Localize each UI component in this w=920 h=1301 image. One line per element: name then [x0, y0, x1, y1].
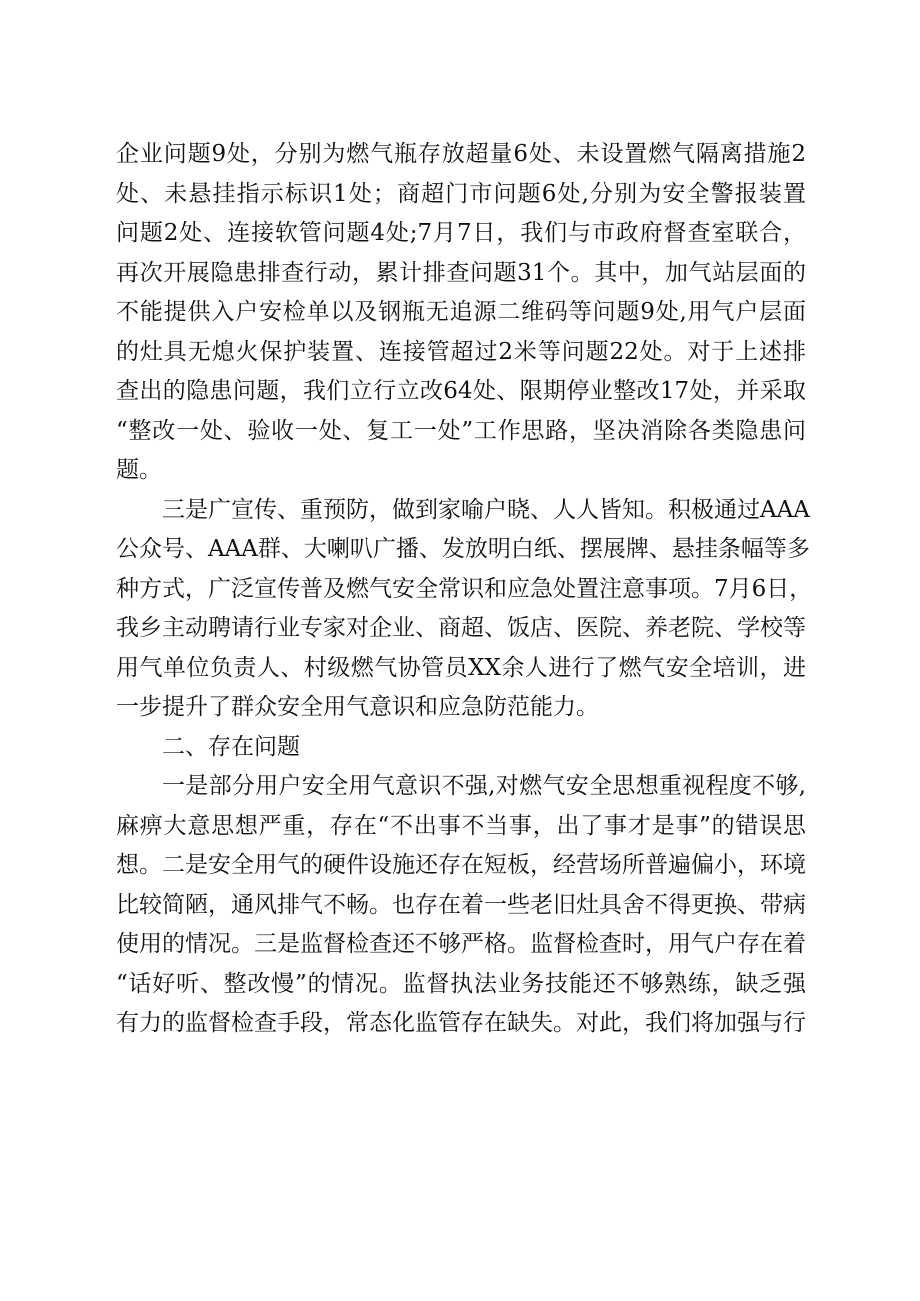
paragraph-3-line: 想。二是安全用气的硬件设施还存在短板，经营场所普遍偏小，环境	[116, 852, 806, 878]
paragraph-2-line: 三是广宣传、重预防，做到家喻户晓、人人皆知。积极通过AAA	[162, 496, 810, 523]
document-body	[116, 135, 813, 1044]
paragraph-1-line: 问题2处、连接软管问题4处;7月7日，我们与市政府督查室联合，	[116, 220, 806, 246]
paragraph-2-line: 一步提升了群众安全用气意识和应急防范能力。	[116, 694, 599, 720]
paragraph-2	[116, 491, 813, 728]
paragraph-1-line: 题。	[116, 457, 162, 483]
paragraph-1-line: 再次开展隐患排查行动，累计排查问题31个。其中，加气站层面的	[116, 259, 806, 286]
paragraph-1-line: “整改一处、验收一处、复工一处”工作思路，坚决消除各类隐患问	[116, 417, 806, 444]
paragraph-3-line: 有力的监督检查手段，常态化监管存在缺失。对此，我们将加强与行	[116, 1010, 806, 1036]
paragraph-2-line: 种方式，广泛宣传普及燃气安全常识和应急处置注意事项。7月6日，	[116, 575, 813, 602]
paragraph-2-line: 公众号、AAA群、大喇叭广播、发放明白纸、摆展牌、悬挂条幅等多	[116, 536, 810, 562]
paragraph-3	[116, 767, 806, 1044]
paragraph-1-line: 处、未悬挂指示标识1处；商超门市问题6处,分别为安全警报装置	[116, 180, 806, 207]
paragraph-3-line: 使用的情况。三是监督检查还不够严格。监督检查时，用气户存在着	[116, 931, 806, 957]
section-heading: 二、存在问题	[162, 733, 300, 760]
paragraph-3-line: “话好听、整改慢”的情况。监督执法业务技能还不够熟练，缺乏强	[116, 970, 806, 997]
paragraph-1-line: 的灶具无熄火保护装置、连接管超过2米等问题22处。对于上述排	[116, 338, 806, 365]
paragraph-2-line: 用气单位负责人、村级燃气协管员XX余人进行了燃气安全培训，进	[116, 654, 806, 681]
paragraph-3-line: 一是部分用户安全用气意识不强,对燃气安全思想重视程度不够,	[162, 773, 806, 799]
paragraph-1	[116, 135, 806, 491]
paragraph-2-line: 我乡主动聘请行业专家对企业、商超、饭店、医院、养老院、学校等	[116, 615, 806, 641]
paragraph-1-line: 企业问题9处，分别为燃气瓶存放超量6处、未设置燃气隔离措施2	[116, 141, 806, 167]
paragraph-3-line: 比较简陋，通风排气不畅。也存在着一些老旧灶具舍不得更换、带病	[116, 891, 806, 918]
paragraph-1-line: 查出的隐患问题，我们立行立改64处、限期停业整改17处，并采取	[116, 378, 806, 404]
paragraph-1-line: 不能提供入户安检单以及钢瓶无追源二维码等问题9处,用气户层面	[116, 299, 806, 325]
paragraph-3-line: 麻痹大意思想严重，存在“不出事不当事，出了事才是事”的错误思	[116, 812, 806, 839]
